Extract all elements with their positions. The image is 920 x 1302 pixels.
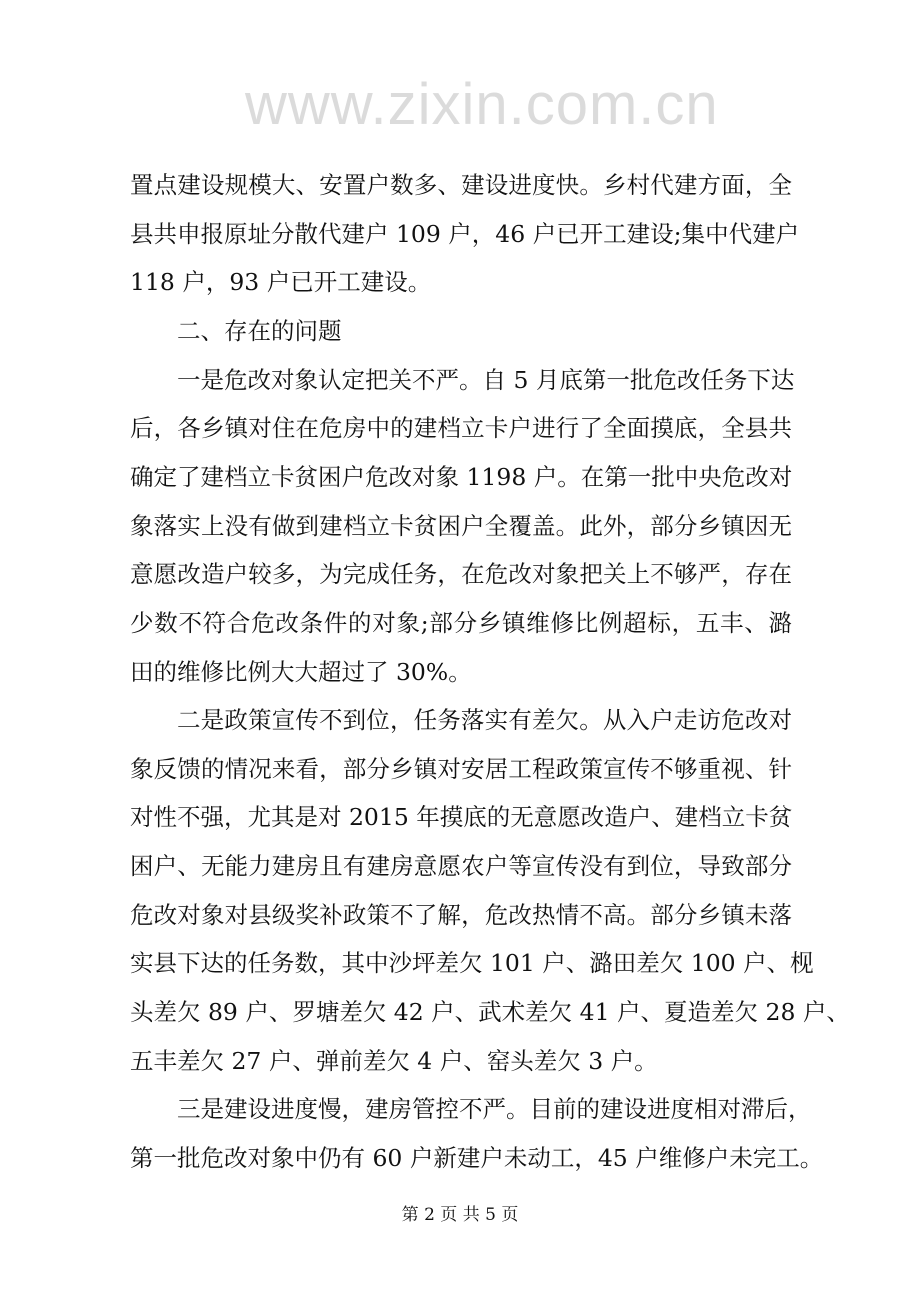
watermark: www.zixin.com.cn <box>245 72 719 137</box>
text-line: 象落实上没有做到建档立卡贫困户全覆盖。此外，部分乡镇因无 <box>130 511 792 540</box>
text-line: 确定了建档立卡贫困户危改对象 1198 户。在第一批中央危改对 <box>130 462 793 491</box>
text-line: 后，各乡镇对住在危房中的建档立卡户进行了全面摸底，全县共 <box>130 414 792 443</box>
text-line: 置点建设规模大、安置户数多、建设进度快。乡村代建方面，全 <box>130 171 792 199</box>
text-line: 三是建设进度慢，建房管控不严。目前的建设进度相对滞后， <box>177 1095 812 1124</box>
text-line: 意愿改造户较多，为完成任务，在危改对象把关上不够严，存在 <box>130 560 792 589</box>
text-line: 对性不强，尤其是对 2015 年摸底的无意愿改造户、建档立卡贫 <box>130 803 793 832</box>
text-line: 118 户，93 户已开工建设。 <box>130 268 432 297</box>
text-line: 县共申报原址分散代建户 109 户，46 户已开工建设;集中代建户 <box>130 219 800 248</box>
text-line: 危改对象对县级奖补政策不了解，危改热情不高。部分乡镇未落 <box>130 900 792 929</box>
text-line: 二、存在的问题 <box>177 316 342 345</box>
text-line: 五丰差欠 27 户、弹前差欠 4 户、窑头差欠 3 户。 <box>130 1046 658 1075</box>
text-line: 二是政策宣传不到位，任务落实有差欠。从入户走访危改对 <box>177 706 792 735</box>
text-line: 象反馈的情况来看，部分乡镇对安居工程政策宣传不够重视、针 <box>130 754 792 783</box>
text-line: 困户、无能力建房且有建房意愿农户等宣传没有到位，导致部分 <box>130 852 792 881</box>
text-line: 一是危改对象认定把关不严。自 5 月底第一批危改任务下达 <box>177 365 795 394</box>
text-line: 头差欠 89 户、罗塘差欠 42 户、武术差欠 41 户、夏造差欠 28 户、 <box>130 998 850 1027</box>
text-line: 田的维修比例大大超过了 30%。 <box>130 657 472 686</box>
page-footer: 第 2 页 共 5 页 <box>401 1205 519 1225</box>
text-line: 少数不符合危改条件的对象;部分乡镇维修比例超标，五丰、潞 <box>130 608 792 637</box>
text-line: 第一批危改对象中仍有 60 户新建户未动工，45 户维修户未完工。 <box>130 1144 824 1172</box>
text-line: 实县下达的任务数，其中沙坪差欠 101 户、潞田差欠 100 户、枧 <box>130 949 814 978</box>
